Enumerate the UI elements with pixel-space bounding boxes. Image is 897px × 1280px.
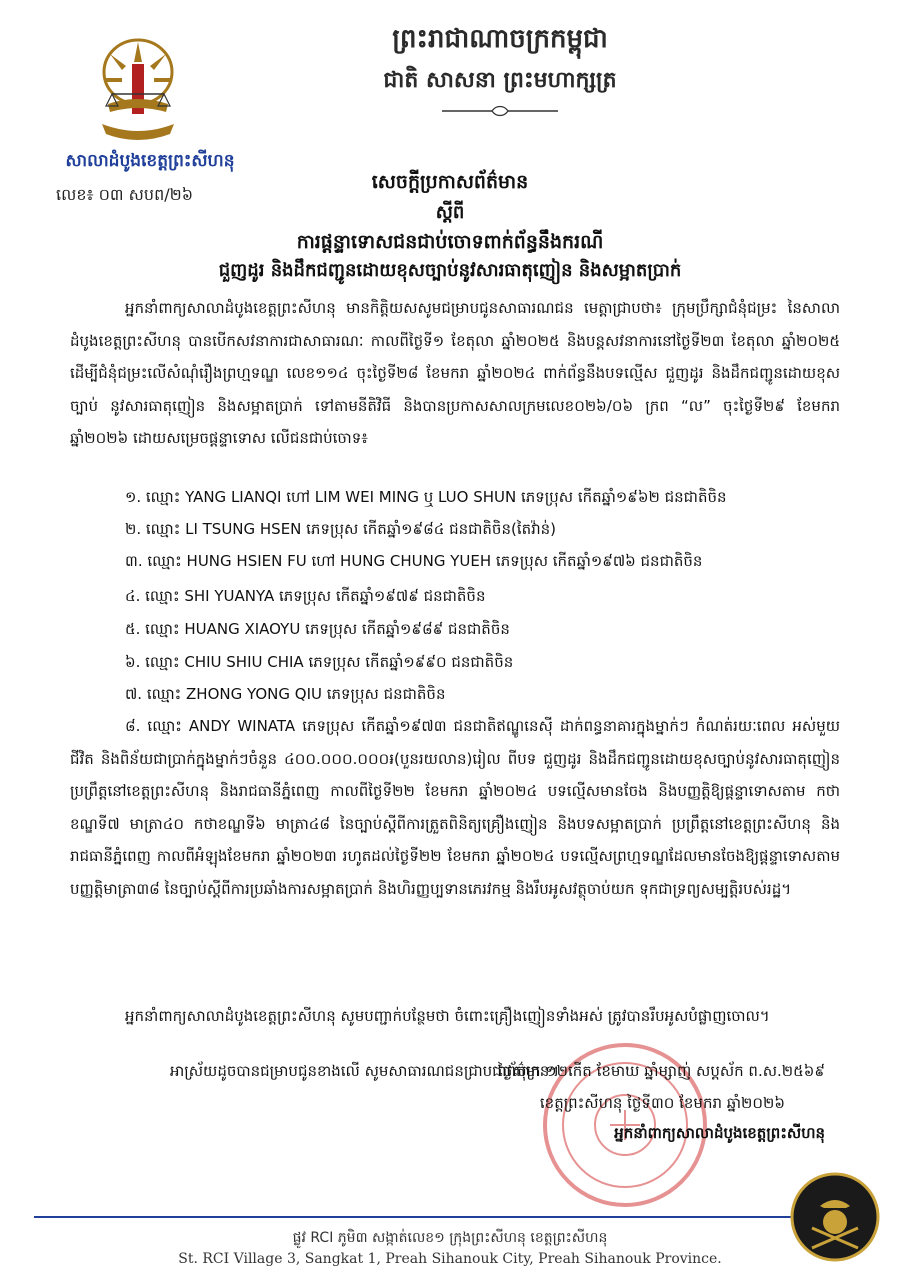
additional-note-paragraph: អ្នកនាំពាក្យសាលាដំបូងខេត្តព្រះសីហនុ សូមបញ្ជាក់បន្ថែមថា ចំពោះគ្រឿងញៀនទាំងអស់ ត្រូវបានរឹបអូសបំផ្លាញចោល។ <box>125 1007 770 1025</box>
defendant-item: ២. ឈ្មោះ LI TSUNG HSEN ភេទប្រុស កើតឆ្នាំ១៩៨៤ ជនជាតិចិន(តៃវ៉ាន់) <box>125 520 557 538</box>
motto-flourish <box>440 104 560 118</box>
intro-paragraph: អ្នកនាំពាក្យសាលាដំបូងខេត្តព្រះសីហនុ មានកិត្តិយសសូមជម្រាបជូនសាធារណជន មេត្តាជ្រាបថា៖ ក្រុមប្រឹក្សាជំនុំជម្រះ នៃសាលាដំបូងខេត្តព្រះសីហនុ បានបើកសវនាការជាសាធារណៈ កាលពីថ្ងៃទី១ ខែតុលា ឆ្នាំ២០២៥ និងបន្តសវនាការនៅថ្ងៃទី២៣ ខែតុលា ឆ្នាំ២០២៥ ដើម្បីជំនុំជម្រះលើសំណុំរឿងព្រហ្មទណ្ឌ លេខ១១៤ ចុះថ្ងៃទី២៨ ខែមករា ឆ្នាំ២០២៤ ពាក់ព័ន្ធនឹងបទល្មើស ជួញដូរ និងដឹកជញ្ជូនដោយខុសច្បាប់ នូវសារធាតុញៀន និងសម្អាតប្រាក់ ទៅតាមនីតិវិធី និងបានប្រកាសសាលក្រមលេខ០២៦/០៦ ក្រព “ល” ចុះថ្ងៃទី២៩ ខែមករា ឆ្នាំ២០២៦ ដោយសម្រេចផ្តន្ទាទោស លើជនជាប់ចោទ៖ <box>70 299 840 447</box>
title-subject-label: ស្តីពី <box>435 202 465 223</box>
defendant-item: ៥. ឈ្មោះ HUANG XIAOYU ភេទប្រុស កើតឆ្នាំ១៩៨៩ ជនជាតិចិន <box>125 620 510 638</box>
national-motto: ជាតិ សាសនា ព្រះមហាក្សត្រ <box>383 67 617 93</box>
lunar-date: ថ្ងៃសុក្រ ១២កើត ខែមាឃ ឆ្នាំម្សាញ់ សប្តស័ក ព.ស.២៥៦៩ <box>497 1062 825 1080</box>
defendant-item: ៤. ឈ្មោះ SHI YUANYA ភេទប្រុស កើតឆ្នាំ១៩៧៩ ជនជាតិចិន <box>125 587 486 605</box>
court-emblem-icon <box>88 34 188 154</box>
defendant-item: ៣. ឈ្មោះ HUNG HSIEN FU ហៅ HUNG CHUNG YUEH ភេទប្រុស កើតឆ្នាំ១៩៧៦ ជនជាតិចិន <box>125 552 703 570</box>
reference-number: លេខ៖ ០៣ សបព/២៦ <box>56 185 194 204</box>
title-subject-line-1: ការផ្តន្ទាទោសជនជាប់ចោទពាក់ព័ន្ធនឹងករណី <box>296 231 604 253</box>
closing-sentence: អាស្រ័យដូចបានជម្រាបជូនខាងលើ សូមសាធារណជនជ្រាបជាព័ត៌មាន។ <box>170 1062 560 1080</box>
detective-badge-logo <box>790 1172 880 1262</box>
court-name: សាលាដំបូងខេត្តព្រះសីហនុ <box>65 151 235 171</box>
signer-title: អ្នកនាំពាក្យសាលាដំបូងខេត្តព្រះសីហនុ <box>614 1124 825 1142</box>
defendant-item: ៦. ឈ្មោះ CHIU SHIU CHIA ភេទប្រុស កើតឆ្នាំ១៩៩០ ជនជាតិចិន <box>125 653 514 671</box>
kingdom-title: ព្រះរាជាណាចក្រកម្ពុជា <box>392 24 608 54</box>
document-title: សេចក្តីប្រកាសព័ត៌មាន <box>371 171 529 193</box>
defendant-item: ១. ឈ្មោះ YANG LIANQI ហៅ LIM WEI MING ឬ LUO SHUN ភេទប្រុស កើតឆ្នាំ១៩៦២ ជនជាតិចិន <box>125 488 727 506</box>
defendant-item: ៧. ឈ្មោះ ZHONG YONG QIU ភេទប្រុស ជនជាតិចិន <box>125 685 446 703</box>
footer-address-khmer: ផ្លូវ RCI ភូមិ៣ សង្កាត់លេខ១ ក្រុងព្រះសីហនុ ខេត្តព្រះសីហនុ <box>292 1230 608 1246</box>
footer-divider <box>34 1216 794 1218</box>
footer-address-english: St. RCI Village 3, Sangkat 1, Preah Sihanouk City, Preah Sihanouk Province. <box>178 1251 722 1267</box>
solar-date: ខេត្តព្រះសីហនុ ថ្ងៃទី៣០ ខែមករា ឆ្នាំ២០២៦ <box>539 1094 785 1112</box>
title-subject-line-2: ជួញដូរ និងដឹកជញ្ជូនដោយខុសច្បាប់នូវសារធាតុញៀន និងសម្អាតប្រាក់ <box>218 260 682 281</box>
defendant-item-sentence: ៨. ឈ្មោះ ANDY WINATA ភេទប្រុស កើតឆ្នាំ១៩៧៣ ជនជាតិឥណ្ឌូនេស៊ី ដាក់ពន្ធនាគារក្នុងម្នាក់ៗ កំណត់រយៈពេល អស់មួយជីវិត និងពិន័យជាប្រាក់ក្នុងម្នាក់ៗចំនួន ៤០០.០០០.០០០៛(បួនរយលាន)រៀល ពីបទ ជួញដូរ និងដឹកជញ្ជូនដោយខុសច្បាប់នូវសារធាតុញៀន ប្រព្រឹត្តនៅខេត្តព្រះសីហនុ និងរាជធានីភ្នំពេញ កាលពីថ្ងៃទី២២ ខែមករា ឆ្នាំ២០២៤ បទល្មើសមានចែង និងបញ្ញត្តិឱ្យផ្តន្ទាទោសតាម កថាខណ្ឌទី៧ មាត្រា៤០ កថាខណ្ឌទី៦ មាត្រា៤៨ នៃច្បាប់ស្តីពីការត្រួតពិនិត្យគ្រឿងញៀន និងបទសម្អាតប្រាក់ ប្រព្រឹត្តនៅខេត្តព្រះសីហនុ និងរាជធានីភ្នំពេញ កាលពីអំឡុងខែមករា ឆ្នាំ២០២៣ រហូតដល់ថ្ងៃទី២២ ខែមករា ឆ្នាំ២០២៤ បទល្មើសព្រហ្មទណ្ឌដែលមានចែងឱ្យផ្តន្ទាទោសតាមបញ្ញត្តិមាត្រា៣៨ នៃច្បាប់ស្តីពីការប្រឆាំងការសម្អាតប្រាក់ និងហិរញ្ញប្បទានភេរវកម្ម និងរឹបអូសវត្ថុចាប់យក ទុកជាទ្រព្យសម្បត្តិរបស់រដ្ឋ។ <box>70 717 840 898</box>
